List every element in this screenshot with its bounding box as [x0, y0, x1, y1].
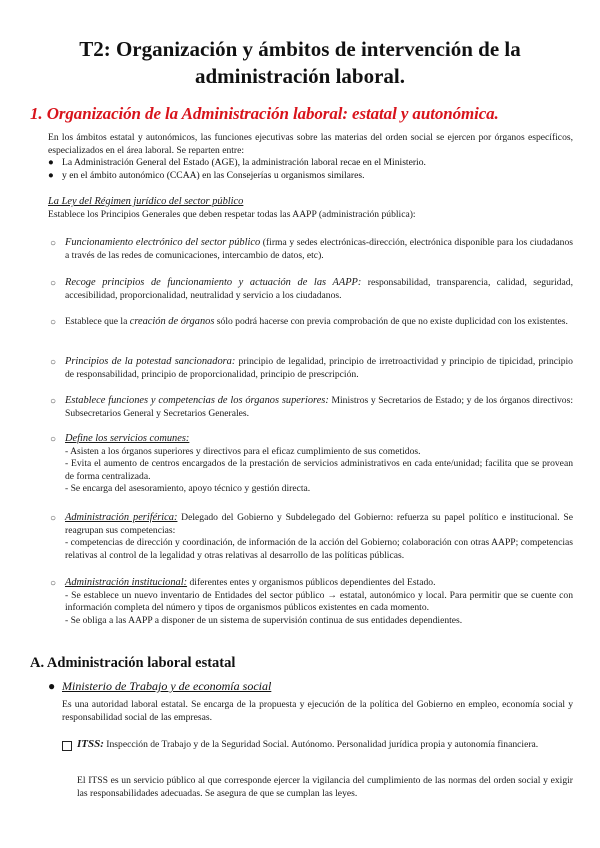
law-heading: La Ley del Régimen jurídico del sector público: [48, 196, 244, 207]
list-item: Administración periférica: Delegado del Gobierno y Subdelegado del Gobierno: refuerza su papel político e institucional. Se reagrupan sus competencias: - competencias de dirección y coordinación, de información de la acción del Gobierno; colaboración con otras AAPP; competencias relativas al control de la legalidad y otras relativas al desarrollo de las políticas públicas.: [65, 512, 573, 561]
circle-bullet-icon: ○: [50, 278, 57, 289]
bullet-icon: ●: [48, 157, 54, 168]
checkbox-bullet-icon: [62, 741, 72, 751]
law-intro: Establece los Principios Generales que deben respetar todas las AAPP (administración pública):: [48, 209, 416, 220]
circle-bullet-icon: ○: [50, 317, 57, 328]
list-item: Administración institucional: diferentes entes y organismos públicos dependientes del Estado. - Se establece un nuevo inventario de Entidades del sector público → estatal, autonómico y local. Para permitir que se cuente con información completa del número y tipos de organismos públicos existentes en cada momento. - Se obliga a las AAPP a disponer de un sistema de supervisión continua de sus entidades dependientes.: [65, 577, 573, 626]
list-item: ● Ministerio de Trabajo y de economía social: [48, 679, 272, 693]
list-item: Recoge principios de funcionamiento y actuación de las AAPP: responsabilidad, transparencia, calidad, seguridad, accesibilidad, proporcionalidad, neutralidad y servicio a los ciudadanos.: [65, 277, 573, 301]
circle-bullet-icon: ○: [50, 578, 57, 589]
circle-bullet-icon: ○: [50, 513, 57, 524]
list-item: ● y en el ámbito autonómico (CCAA) en las Consejerías u organismos similares.: [48, 170, 365, 181]
intro-paragraph: En los ámbitos estatal y autonómicos, las funciones ejecutivas sobre las materias del orden social se ejercen por órganos específicos, especializados en el área laboral. Se reparten entre:: [48, 132, 573, 156]
list-item: Define los servicios comunes: - Asisten a los órganos superiores y directivos para el eficaz cumplimiento de sus cometidos. - Evita el aumento de centros encargados de la prestación de servicios administrativos en cada ente/unidad; facilita que se provean de forma centralizada. - Se encarga del asesoramiento, apoyo técnico y gestión directa.: [65, 433, 573, 495]
circle-bullet-icon: ○: [50, 396, 57, 407]
list-item: Principios de la potestad sancionadora: principio de legalidad, principio de irretroactividad y principio de tipicidad, principio de responsabilidad, principio de proporcionalidad, principio de prescripción.: [65, 356, 573, 380]
circle-bullet-icon: ○: [50, 357, 57, 368]
section-1-heading: 1. Organización de la Administración laboral: estatal y autonómica.: [30, 104, 499, 123]
list-item: Funcionamiento electrónico del sector público (firma y sedes electrónicas-dirección, electrónica disponible para los ciudadanos a través de las redes de comunicaciones, intercambio de datos, etc).: [65, 237, 573, 261]
bullet-icon: ●: [48, 170, 54, 181]
ministry-paragraph: Es una autoridad laboral estatal. Se encarga de la propuesta y ejecución de la política del Gobierno en empleo, economía social y responsabilidad social de las empresas.: [62, 699, 573, 723]
section-a-heading: A. Administración laboral estatal: [30, 655, 236, 671]
page-title: T2: Organización y ámbitos de intervención de la administración laboral.: [79, 37, 521, 88]
itss-description: El ITSS es un servicio público al que corresponde ejercer la vigilancia del cumplimiento de las normas del orden social y exigir las responsabilidades adecuadas. Se asegura de que se cumplan las leyes.: [77, 775, 573, 799]
circle-bullet-icon: ○: [50, 434, 57, 445]
list-item: ● La Administración General del Estado (AGE), la administración laboral recae en el Ministerio.: [48, 157, 426, 168]
list-item: Establece funciones y competencias de los órganos superiores: Ministros y Secretarios de Estado; y de los órganos directivos: Subsecretarios General y Secretarios Generales.: [65, 395, 573, 419]
circle-bullet-icon: ○: [50, 238, 57, 249]
list-item: Establece que la creación de órganos sólo podrá hacerse con previa comprobación de que no existe duplicidad con los existentes.: [65, 316, 568, 327]
bullet-icon: ●: [48, 679, 56, 693]
itss-paragraph: ITSS: Inspección de Trabajo y de la Seguridad Social. Autónomo. Personalidad jurídica propia y autonomía financiera.: [77, 738, 539, 750]
